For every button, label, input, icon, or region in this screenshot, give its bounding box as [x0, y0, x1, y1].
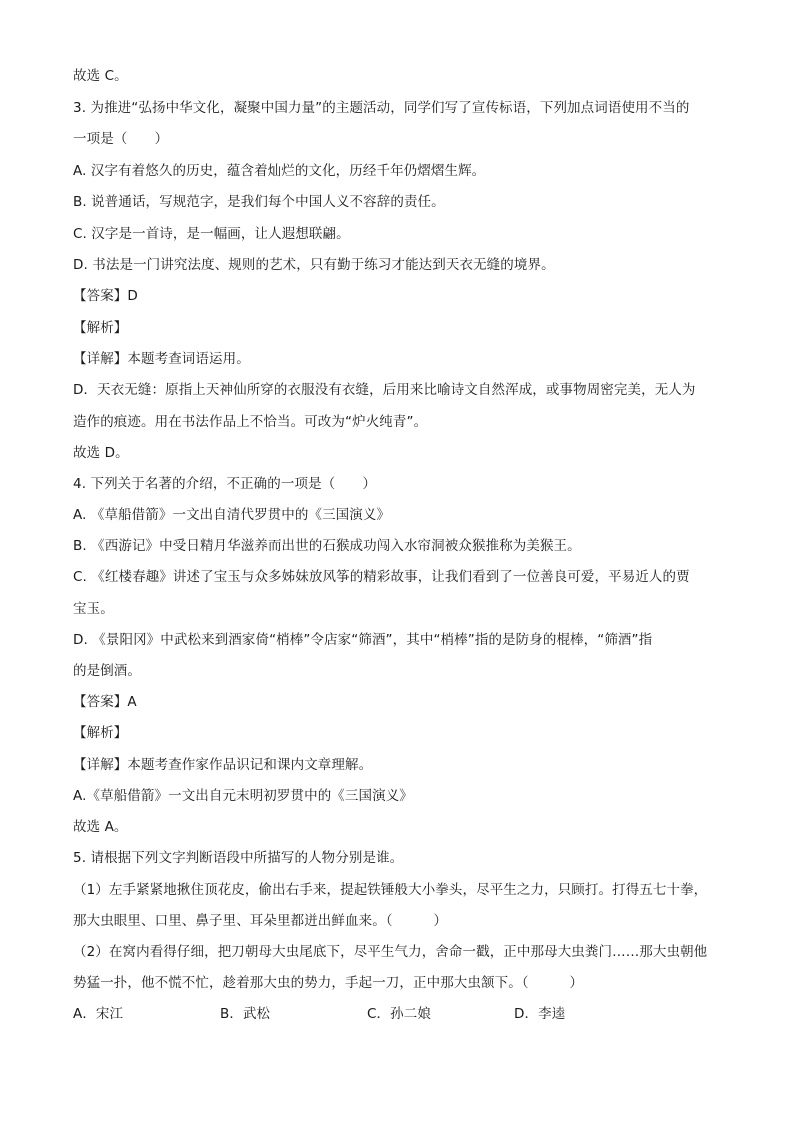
- option-b: B. 《西游记》中受日精月华滋养而出世的石猴成功闯入水帘洞被众猴推称为美猴王。: [73, 538, 581, 554]
- answer-label: 【答案】A: [73, 694, 137, 710]
- text-line: 故选 C。: [73, 68, 128, 84]
- passage-2: （2）在窝内看得仔细，把刀朝母大虫尾底下，尽平生气力，舍命一戳，正中那母大虫粪门……那大虫朝他: [73, 944, 708, 960]
- question-4-stem: 4. 下列关于名著的介绍，不正确的一项是（ ）: [73, 476, 377, 492]
- conclusion: 故选 D。: [73, 445, 129, 461]
- option-a: A. 汉字有着悠久的历史，蕴含着灿烂的文化，历经千年仍熠熠生辉。: [73, 163, 486, 179]
- option-d: D．李逵: [514, 1006, 566, 1022]
- question-5-stem: 5. 请根据下列文字判断语段中所描写的人物分别是谁。: [73, 850, 404, 866]
- question-3-stem: 3. 为推进“弘扬中华文化，凝聚中国力量”的主题活动，同学们写了宣传标语，下列加点词语使用不当的: [73, 100, 690, 116]
- analysis-label: 【解析】: [73, 320, 128, 336]
- answer-label: 【答案】D: [73, 288, 138, 304]
- passage-1-cont: 那大虫眼里、口里、鼻子里、耳朵里都迸出鲜血来。（ ）: [73, 913, 448, 929]
- option-c: C. 汉字是一首诗，是一幅画，让人遐想联翩。: [73, 226, 350, 242]
- conclusion: 故选 A。: [73, 819, 128, 835]
- option-d-cont: 的是倒酒。: [73, 663, 141, 679]
- detail-text-cont: 造作的痕迹。用在书法作品上不恰当。可改为“炉火纯青”。: [73, 414, 428, 430]
- option-c-cont: 宝玉。: [73, 601, 114, 617]
- detail-text: D．天衣无缝：原指上天神仙所穿的衣服没有衣缝，后用来比喻诗文自然浑成，或事物周密完美，无人为: [73, 382, 696, 398]
- question-3-stem-cont: 一项是（ ）: [73, 131, 169, 147]
- option-a: A．宋江: [73, 1006, 124, 1022]
- option-b: B. 说普通话，写规范字，是我们每个中国人义不容辞的责任。: [73, 194, 445, 210]
- detail-label: 【详解】本题考查词语运用。: [73, 351, 250, 367]
- option-d: D. 书法是一门讲究法度、规则的艺术，只有勤于练习才能达到天衣无缝的境界。: [73, 257, 555, 273]
- option-c: C．孙二娘: [367, 1006, 431, 1022]
- option-b: B．武松: [220, 1006, 271, 1022]
- detail-text: A.《草船借箭》一文出自元末明初罗贯中的《三国演义》: [73, 788, 413, 804]
- passage-2-cont: 势猛一扑，他不慌不忙，趁着那大虫的势力，手起一刀，正中那大虫颔下。（ ）: [73, 975, 584, 991]
- option-d: D. 《景阳冈》中武松来到酒家倚“梢棒”令店家“筛酒”，其中“梢棒”指的是防身的棍棒，“筛酒”指: [73, 632, 653, 648]
- passage-1: （1）左手紧紧地揪住顶花皮，偷出右手来，提起铁锤般大小拳头，尽平生之力，只顾打。打得五七十拳，: [73, 882, 708, 898]
- option-a: A. 《草船借箭》一文出自清代罗贯中的《三国演义》: [73, 507, 391, 523]
- detail-label: 【详解】本题考查作家作品识记和课内文章理解。: [73, 757, 373, 773]
- option-c: C. 《红楼春趣》讲述了宝玉与众多姊妹放风筝的精彩故事，让我们看到了一位善良可爱，平易近人的贾: [73, 569, 690, 585]
- analysis-label: 【解析】: [73, 725, 128, 741]
- question-5-options: [73, 1004, 661, 1024]
